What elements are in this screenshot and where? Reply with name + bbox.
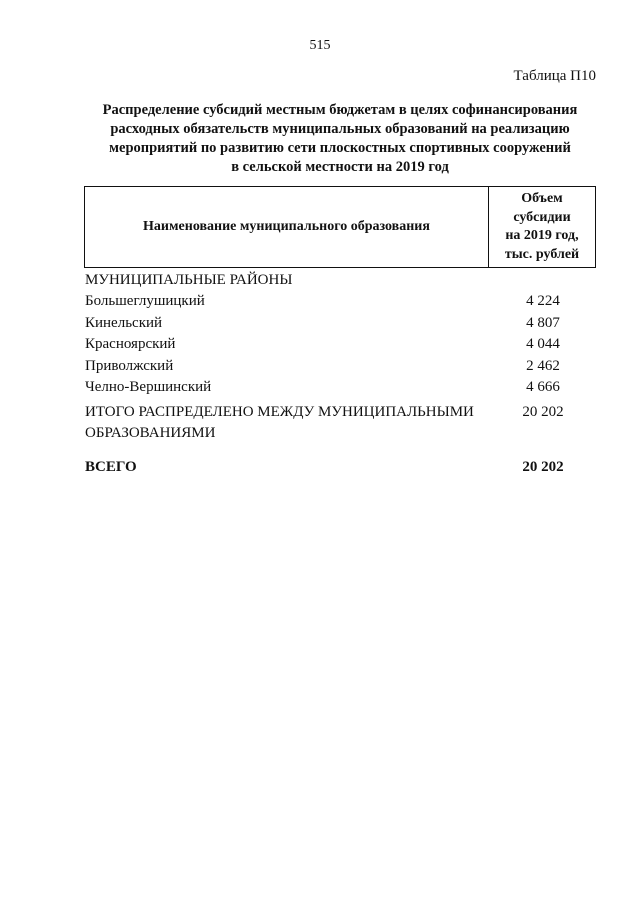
row-name: Красноярский [85,336,176,352]
subtotal-row [85,402,596,444]
title-line: Распределение субсидий местным бюджетам в целях софинансирования [102,102,578,118]
total-name: ВСЕГО [85,458,137,475]
column-header-name: Наименование муниципального образования [85,187,489,267]
row-value: 4 666 [526,379,560,395]
subtotal-value: 20 202 [522,403,564,420]
row-value: 4 044 [526,336,560,352]
page-number: 515 [309,38,331,53]
table-row [85,313,596,335]
row-name: Челно-Вершинский [85,379,212,395]
table-body [85,270,596,478]
row-name: Кинельский [85,314,163,331]
table-row [85,291,596,313]
header-amount-line: субсидии [513,209,571,225]
total-value: 20 202 [522,458,564,475]
table-row [85,334,596,356]
table-row [85,356,596,378]
table-label: Таблица П10 [513,68,596,84]
document-title [80,101,600,177]
header-amount-line: на 2019 год, [505,228,579,243]
row-name: Приволжский [85,357,174,374]
title-line: расходных обязательств муниципальных образований на реализацию [110,121,570,137]
row-value: 4 807 [526,314,560,331]
row-name: Большеглушицкий [85,293,205,309]
title-line: мероприятий по развитию сети плоскостных спортивных сооружений [109,140,571,156]
section-title: МУНИЦИПАЛЬНЫЕ РАЙОНЫ [85,272,293,288]
column-header-amount [489,187,595,267]
table-header [84,186,596,268]
row-value: 4 224 [526,293,560,309]
header-amount-line: тыс. рублей [504,246,580,262]
subtotal-name: ИТОГО РАСПРЕДЕЛЕНО МЕЖДУ МУНИЦИПАЛЬНЫМИ ОБРАЗОВАНИЯМИ [85,403,474,441]
table-row [85,377,596,399]
row-value: 2 462 [526,357,560,374]
header-amount-line: Объем [521,191,563,206]
title-line: в сельской местности на 2019 год [231,159,449,175]
total-row [85,457,596,479]
